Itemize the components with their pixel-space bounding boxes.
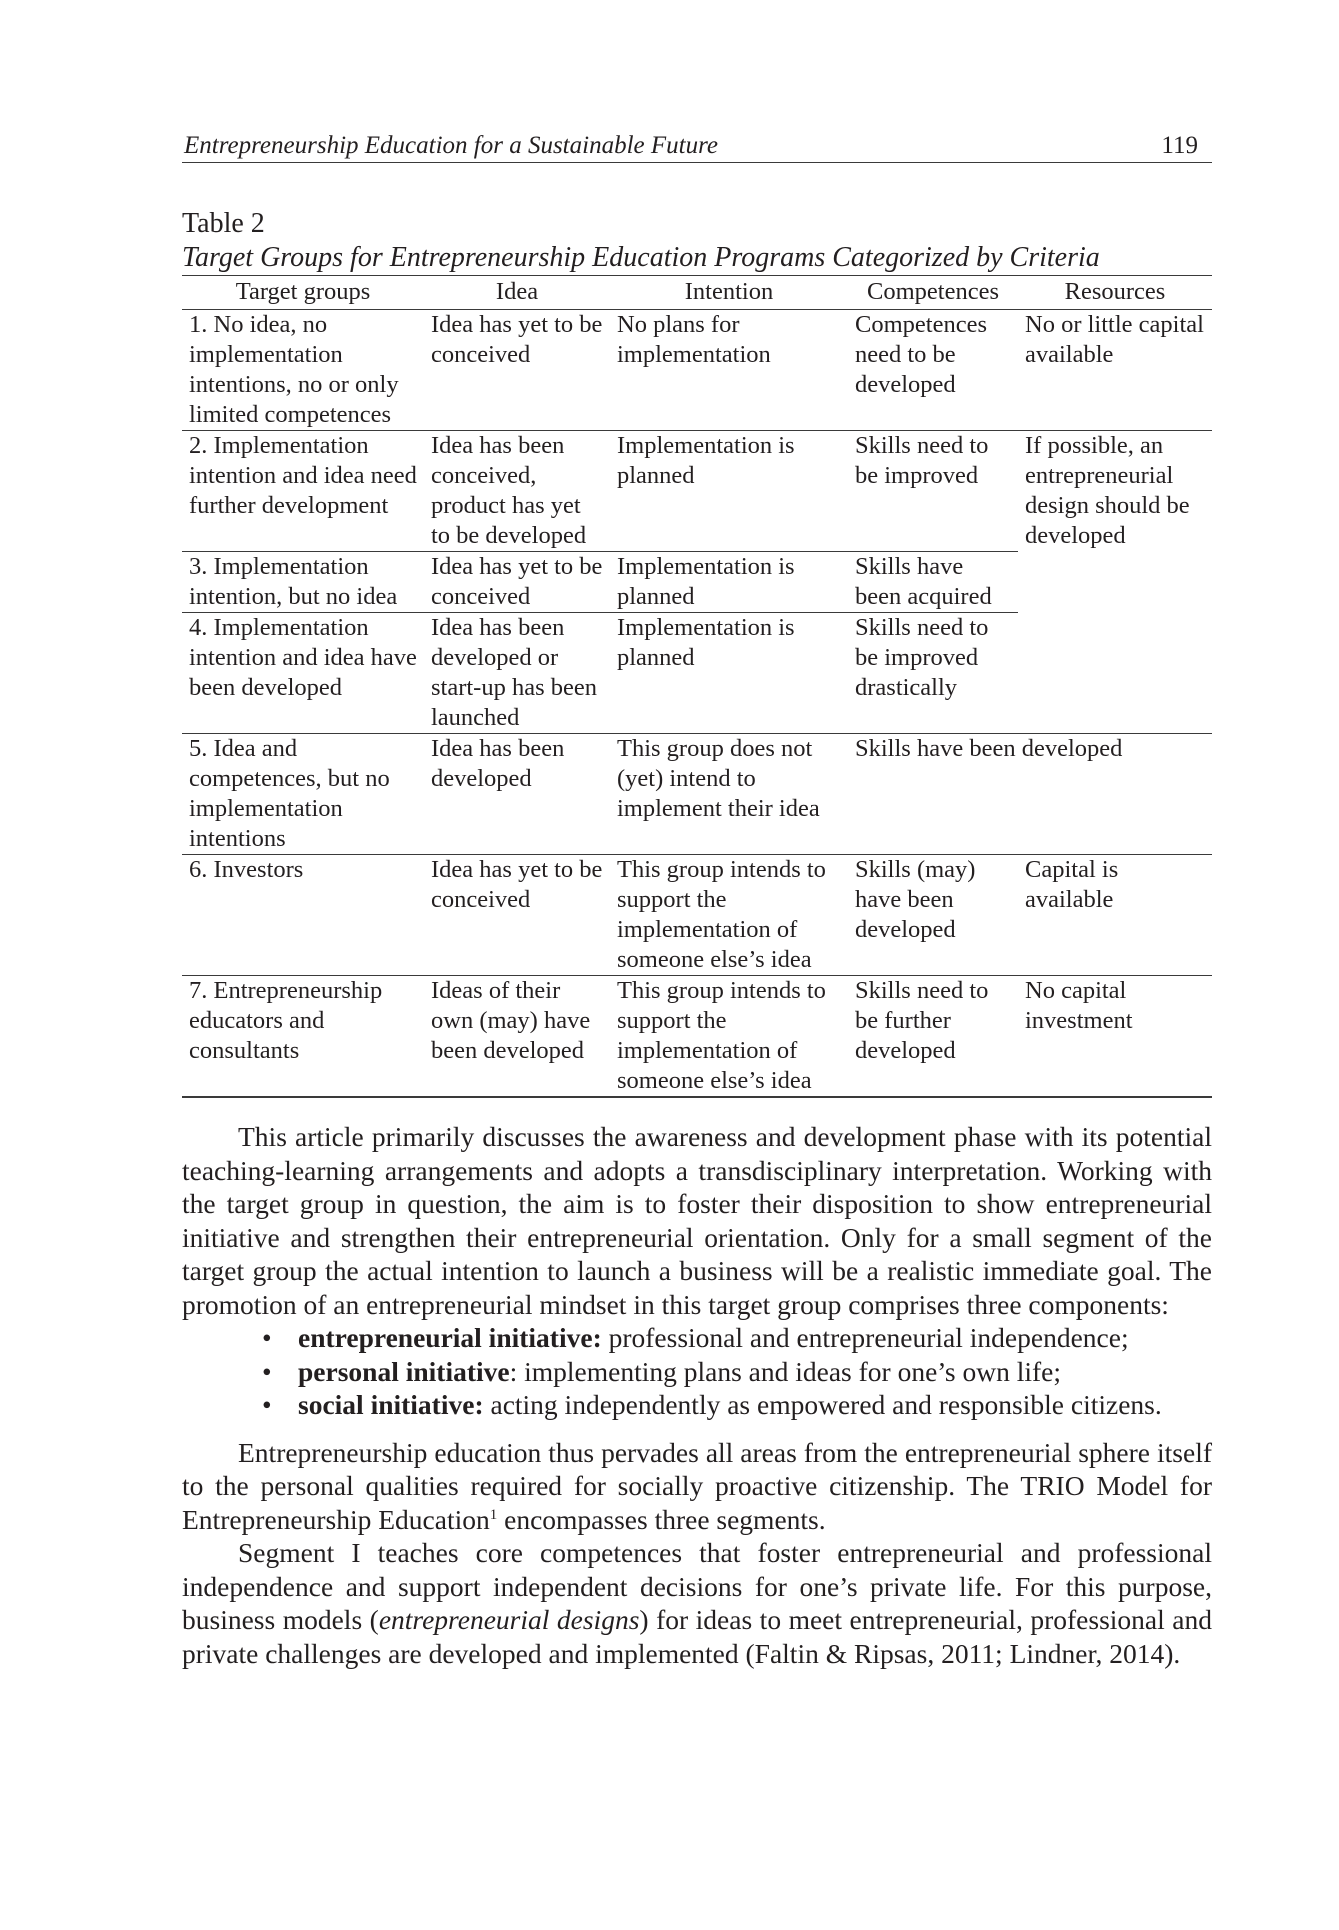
body-text xyxy=(182,1120,1212,1670)
paragraph-text: Segment I teaches core competences that foster entrepreneurial and professional independence and support independent decisions for one’s private life. For this purpose, business models ( xyxy=(182,1537,1212,1635)
cell-intention: Implementation is planned xyxy=(610,613,848,734)
cell-idea: Idea has been conceived, product has yet to be developed xyxy=(424,431,610,552)
table-row xyxy=(182,734,1212,855)
list-item xyxy=(262,1321,1212,1355)
cell-idea: Idea has been developed xyxy=(424,734,610,855)
list-item xyxy=(262,1355,1212,1389)
page-number: 119 xyxy=(1161,132,1198,159)
table-row xyxy=(182,310,1212,431)
running-head-title: Entrepreneurship Education for a Sustainable Future xyxy=(184,132,718,159)
cell-target-group: 3. Implementation intention, but no idea xyxy=(182,552,424,613)
cell-competences: Skills have been acquired xyxy=(848,552,1018,613)
paragraph xyxy=(182,1536,1212,1670)
list-item-term: social initiative: xyxy=(298,1389,484,1420)
bullet-icon: • xyxy=(262,1355,272,1387)
cell-idea: Idea has yet to be conceived xyxy=(424,855,610,976)
paragraph-text: ) for ideas to meet entrepreneurial, professional and private challenges are developed and implemented (Faltin & Ripsas, 2011; Lindner, 2014). xyxy=(182,1604,1212,1669)
table-row xyxy=(182,976,1212,1098)
bullet-icon: • xyxy=(262,1322,272,1353)
emphasis: entrepreneurial designs xyxy=(378,1604,640,1635)
cell-target-group: 2. Implementation intention and idea need further development xyxy=(182,431,424,552)
cell-idea: Idea has yet to be conceived xyxy=(424,552,610,613)
paragraph xyxy=(182,1436,1212,1537)
table-header-row xyxy=(182,276,1212,310)
paragraph: This article primarily discusses the awareness and development phase with its potential teaching-learning arrangements and adopts a transdisciplinary interpretation. Working with the target group in question, the aim is to foster their disposition to show entrepreneurial initiative and strengthen their entrepreneurial orientation. Only for a small segment of the target group the actual intention to launch a business will be a realistic immediate goal. The promotion of an entrepreneurial mindset in this target group comprises three components: xyxy=(182,1121,1212,1320)
paragraph-text: Entrepreneurship education thus pervades all areas from the entrepreneurial sphere itself to the personal qualities required for socially proactive citizenship. The TRIO Model for Entrepreneurship Education xyxy=(182,1436,1212,1535)
cell-target-group: 7. Entrepreneurship educators and consultants xyxy=(182,976,424,1098)
column-header: Competences xyxy=(848,276,1018,310)
table-label: Table 2 xyxy=(182,208,265,239)
column-header: Resources xyxy=(1018,276,1212,310)
cell-intention: No plans for implementation xyxy=(617,311,771,368)
cell-resources: No or little capital available xyxy=(1025,311,1204,368)
cell-competences: Skills need to be improved xyxy=(848,431,1018,552)
cell-resources: If possible, an entrepreneurial design should be developed xyxy=(1018,431,1212,734)
table-row xyxy=(182,855,1212,976)
cell-target-group: 5. Idea and competences, but no implementation intentions xyxy=(182,734,424,855)
component-list xyxy=(182,1321,1212,1422)
cell-competences: Skills need to be further developed xyxy=(848,976,1018,1098)
column-header: Intention xyxy=(610,276,848,310)
cell-intention: This group does not (yet) intend to implement their idea xyxy=(610,734,848,855)
list-item xyxy=(262,1388,1212,1422)
cell-target-group: 4. Implementation intention and idea have been developed xyxy=(182,613,424,734)
cell-competences: Competences need to be developed xyxy=(855,311,987,398)
cell-competences: Skills have been developed xyxy=(848,734,1212,855)
table-row xyxy=(182,431,1212,552)
paragraph-text: encompasses three segments. xyxy=(497,1503,826,1535)
list-item-text: : implementing plans and ideas for one’s own life; xyxy=(509,1355,1062,1387)
cell-target-group: 1. No idea, no implementation intentions, no or only limited competences xyxy=(189,311,399,428)
list-item-term: personal initiative xyxy=(298,1355,510,1387)
column-header: Idea xyxy=(424,276,610,310)
cell-intention: Implementation is planned xyxy=(610,552,848,613)
bullet-icon: • xyxy=(262,1389,272,1420)
running-head xyxy=(182,128,1212,163)
table-caption: Target Groups for Entrepreneurship Education Programs Categorized by Criteria xyxy=(182,242,1100,273)
list-item-term: entrepreneurial initiative: xyxy=(298,1322,602,1353)
cell-resources: Capital is available xyxy=(1018,855,1212,976)
cell-intention: This group intends to support the implementation of someone else’s idea xyxy=(610,855,848,976)
cell-competences: Skills need to be improved drastically xyxy=(848,613,1018,734)
list-item-text: acting independently as empowered and responsible citizens. xyxy=(483,1389,1162,1420)
list-item-text: professional and entrepreneurial independence; xyxy=(601,1322,1129,1353)
footnote-marker[interactable]: 1 xyxy=(489,1506,498,1523)
cell-intention: This group intends to support the implementation of someone else’s idea xyxy=(610,976,848,1098)
cell-resources: No capital investment xyxy=(1018,976,1212,1098)
cell-intention: Implementation is planned xyxy=(610,431,848,552)
cell-idea: Ideas of their own (may) have been developed xyxy=(424,976,610,1098)
column-header: Target groups xyxy=(182,276,424,310)
cell-idea: Idea has been developed or start-up has been launched xyxy=(424,613,610,734)
target-groups-table xyxy=(182,275,1212,1098)
cell-idea: Idea has yet to be conceived xyxy=(431,311,603,368)
cell-target-group: 6. Investors xyxy=(182,855,424,976)
cell-competences: Skills (may) have been developed xyxy=(848,855,1018,976)
page xyxy=(182,128,1212,1670)
